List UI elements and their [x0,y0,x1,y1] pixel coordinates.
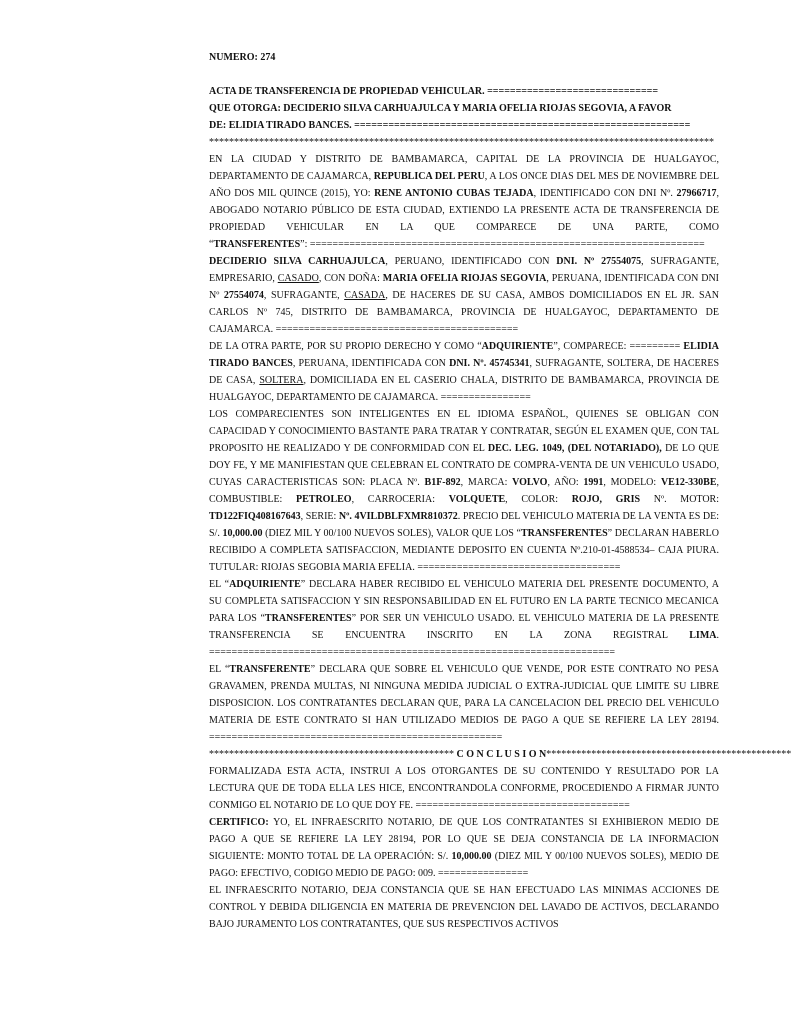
document-body [209,49,791,933]
conclusion-heading: ************************************************* C O N C L U S I O N************************************************* [209,749,791,760]
header-otorgantes: QUE OTORGA: DECIDERIO SILVA CARHUAJULCA Y MARIA OFELIA RIOJAS SEGOVIA, A FAVOR [209,103,672,114]
header-title: ACTA DE TRANSFERENCIA DE PROPIEDAD VEHICULAR. ============================== [209,86,659,97]
paragraph-receipt: EL “ADQUIRIENTE” DECLARA HABER RECIBIDO EL VEHICULO MATERIA DEL PRESENTE DOCUMENTO, A SU COMPLETA SATISFACCION Y SIN RESPONSABILIDAD EN EL FUTURO EN LA PARTE TECNICO MECANICA PARA LOS “TRANSFERENTES” POR SER UN VEHICULO USADO. EL VEHICULO MATERIA DE LA PRESENTE TRANSFERENCIA SE ENCUENTRA INSCRITO EN LA ZONA REGISTRAL LIMA. ======================================================================== [209,579,719,658]
paragraph-vehicle-details: LOS COMPARECIENTES SON INTELIGENTES EN EL IDIOMA ESPAÑOL, QUIENES SE OBLIGAN CON CAPACIDAD Y CONOCIMIENTO BASTANTE PARA TRATAR Y CONTRATAR, SEGÚN EL EXAMEN QUE, CON TAL PROPOSITO HE REALIZADO Y DE CONFORMIDAD CON EL DEC. LEG. 1049, (DEL NOTARIADO), DE LO QUE DOY FE, Y ME MANIFIESTAN QUE CELEBRAN EL CONTRATO DE COMPRA-VENTA DE UN VEHICULO USADO, CUYAS CARACTERISTICAS SON: PLACA Nº. B1F-892, MARCA: VOLVO, AÑO: 1991, MODELO: VE12-330BE, COMBUSTIBLE: PETROLEO, CARROCERIA: VOLQUETE, COLOR: ROJO, GRIS Nº. MOTOR: TD122FIQ408167643, SERIE: Nº. 4VILDBLFXMR810372. PRECIO DEL VEHICULO MATERIA DE LA VENTA ES DE: S/. 10,000.00 (DIEZ MIL Y 00/100 NUEVOS SOLES), VALOR QUE LOS “TRANSFERENTES” DECLARAN HABERLO RECIBIDO A COMPLETA SATISFACCION, MEDIANTE DEPOSITO EN CUENTA Nº.210-01-4588534– CAJA PIURA. TUTULAR: RIOJAS SEGOBIA MARIA EFELIA. ==================================== [209,409,720,573]
paragraph-transferentes: DECIDERIO SILVA CARHUAJULCA, PERUANO, IDENTIFICADO CON DNI. Nº 27554075, SUFRAGANTE, EMPRESARIO, CASADO, CON DOÑA: MARIA OFELIA RIOJAS SEGOVIA, PERUANA, IDENTIFICADA CON DNI Nº 27554074, SUFRAGANTE, CASADA, DE HACERES DE SU CASA, AMBOS DOMICILIADOS EN EL JR. SAN CARLOS Nº 745, DISTRITO DE BAMBAMARCA, PROVINCIA DE HUALGAYOC, DEPARTAMENTO DE CAJAMARCA. =========================================== [209,256,720,335]
paragraph-formalization: FORMALIZADA ESTA ACTA, INSTRUI A LOS OTORGANTES DE SU CONTENIDO Y RESULTADO POR LA LECTURA QUE DE TODA ELLA LES HICE, ENCONTRANDOLA CONFORME, PROCEDIENDO A FIRMAR JUNTO CONMIGO EL NOTARIO DE LO QUE DOY FE. ====================================== [209,766,719,811]
paragraph-certification: CERTIFICO: YO, EL INFRAESCRITO NOTARIO, DE QUE LOS CONTRATANTES SI EXHIBIERON MEDIO DE PAGO A QUE SE REFIERE LA LEY 28194, POR LO QUE SE DEJA CONSTANCIA DE LA INFORMACION SIGUIENTE: MONTO TOTAL DE LA OPERACIÓN: S/. 10,000.00 (DIEZ MIL Y 00/100 NUEVOS SOLES), MEDIO DE PAGO: EFECTIVO, CODIGO MEDIO DE PAGO: 009. ================ [209,817,719,879]
paragraph-intro: EN LA CIUDAD Y DISTRITO DE BAMBAMARCA, CAPITAL DE LA PROVINCIA DE HUALGAYOC, DEPARTAMENTO DE CAJAMARCA, REPUBLICA DEL PERU, A LOS ONCE DIAS DEL MES DE NOVIEMBRE DEL AÑO DOS MIL QUINCE (2015), YO: RENE ANTONIO CUBAS TEJADA, IDENTIFICADO CON DNI Nº. 27966717, ABOGADO NOTARIO PÚBLICO DE ESTA CIUDAD, EXTIENDO LA PRESENTE ACTA DE TRANSFERENCIA DE PROPIEDAD VEHICULAR EN LA QUE COMPARECE DE UNA PARTE, COMO “TRANSFERENTES”: ====================================================================== [209,154,719,250]
header-beneficiary: DE: ELIDIA TIRADO BANCES. =========================================================== [209,120,691,131]
paragraph-adquiriente: DE LA OTRA PARTE, POR SU PROPIO DERECHO Y COMO “ADQUIRIENTE”, COMPARECE: ========= ELIDIA TIRADO BANCES, PERUANA, IDENTIFICADA CON DNI. Nº. 45745341, SUFRAGANTE, SOLTERA, DE HACERES DE CASA, SOLTERA, DOMICILIADA EN EL CASERIO CHALA, DISTRITO DE BAMBAMARCA, PROVINCIA DE HUALGAYOC, DEPARTAMENTO DE CAJAMARCA. ================ [209,341,719,403]
document-number: NUMERO: 274 [209,52,276,63]
paragraph-money-laundering: EL INFRAESCRITO NOTARIO, DEJA CONSTANCIA QUE SE HAN EFECTUADO LAS MINIMAS ACCIONES DE CONTROL Y DEBIDA DILIGENCIA EN MATERIA DE PREVENCION DEL LAVADO DE ACTIVOS, DECLARANDO BAJO JURAMENTO LOS CONTRATANTES, QUE SUS RESPECTIVOS ACTIVOS [209,885,719,930]
paragraph-no-liens: EL “TRANSFERENTE” DECLARA QUE SOBRE EL VEHICULO QUE VENDE, POR ESTE CONTRATO NO PESA GRAVAMEN, PRENDA MULTAS, NI NINGUNA MEDIDA JUDICIAL O EXTRA-JUDICIAL QUE LIMITE SU LIBRE DISPOSICION. LOS CONTRATANTES DECLARAN QUE, PARA LA CANCELACION DEL PRECIO DEL VEHICULO MATERIA DE ESTE CONTRATO SI HAN UTILIZADO MEDIOS DE PAGO A QUE SE REFIERE LA LEY 28194. ==================================================== [209,664,719,743]
star-separator: ***************************************************************************************************** [209,137,714,148]
